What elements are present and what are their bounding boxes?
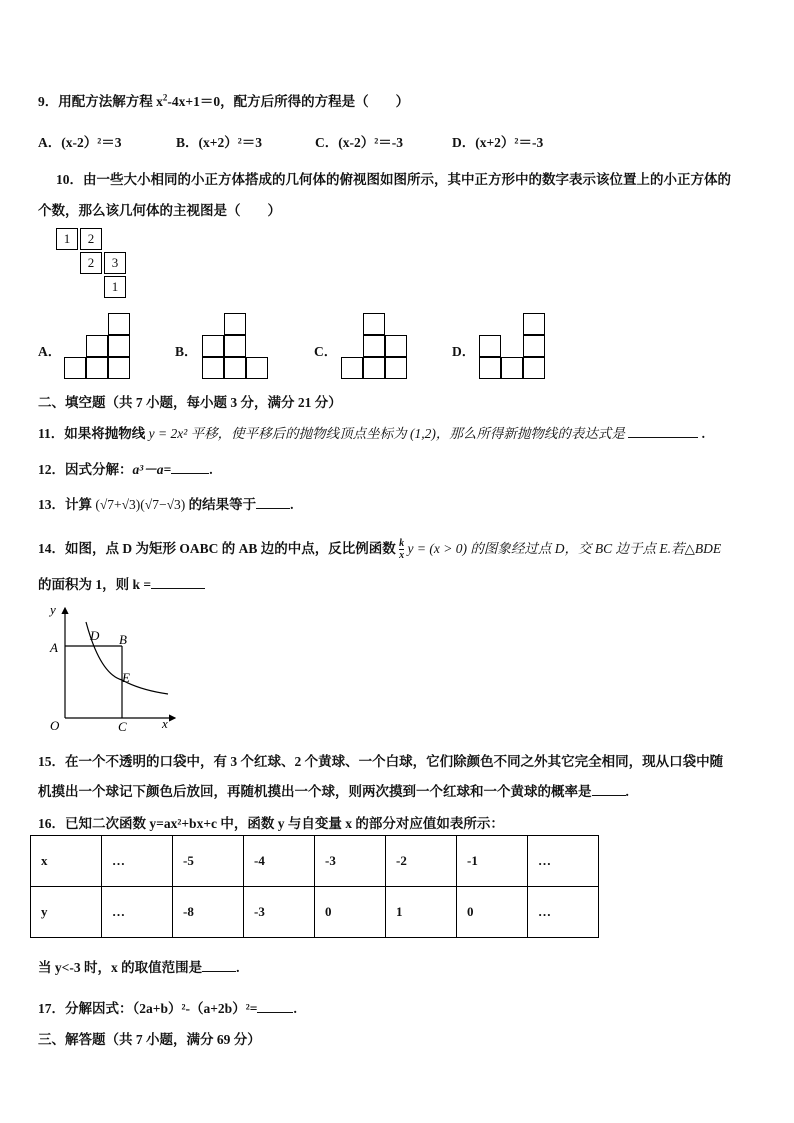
table-cell: -3 [244, 887, 315, 938]
cube-face [341, 357, 363, 379]
cube-face [64, 357, 86, 379]
table-cell: … [528, 887, 599, 938]
table-row [31, 887, 599, 938]
table-cell: … [528, 836, 599, 887]
q9-option-a: A．(x-2）²＝3 [38, 135, 122, 150]
cube-face [385, 357, 407, 379]
q9-option-b: B．(x+2）²＝3 [176, 135, 262, 150]
top-view-cell: 3 [104, 252, 126, 274]
q10-line2: 个数，那么该几何体的主视图是（ ） [38, 203, 281, 218]
q17: 17．分解因式：（2a+b）²-（a+2b）²= . [38, 1001, 297, 1016]
q10-option-a-figure [64, 313, 134, 383]
table-cell: … [102, 836, 173, 887]
q10-option-b-label: B． [175, 344, 198, 359]
table-cell: 0 [315, 887, 386, 938]
top-view-cell: 1 [104, 276, 126, 298]
q10-option-b-figure [202, 313, 272, 383]
answer-blank[interactable] [628, 437, 698, 438]
cube-face [385, 335, 407, 357]
cube-face [224, 335, 246, 357]
q14-figure [40, 600, 180, 736]
cube-face [363, 357, 385, 379]
q10-line1: 10．由一些大小相同的小正方体搭成的几何体的俯视图如图所示，其中正方形中的数字表示该位置上的小正方体的 [56, 172, 731, 187]
table-cell: 0 [457, 887, 528, 938]
section-2-heading: 二、填空题（共 7 小题，每小题 3 分，满分 21 分） [38, 395, 342, 410]
q15-line1: 15．在一个不透明的口袋中，有 3 个红球、2 个黄球、一个白球，它们除颜色不同之外其它完全相同，现从口袋中随 [38, 754, 724, 769]
top-view-cell: 2 [80, 228, 102, 250]
table-row [31, 836, 599, 887]
table-cell: -2 [386, 836, 457, 887]
q14-fraction: $\frac{k}{x}$ [399, 538, 405, 562]
cube-face [523, 357, 545, 379]
q12: 12．因式分解：a³－a= . [38, 462, 213, 477]
q10-option-a-label: A． [38, 344, 62, 359]
cube-face [202, 357, 224, 379]
label-x: x [162, 716, 168, 731]
q16-after: 当 y<-3 时，x 的取值范围是 . [38, 960, 240, 975]
q15-line2: 机摸出一个球记下颜色后放回，再随机摸出一个球，则两次摸到一个红球和一个黄球的概率是 . [38, 784, 629, 799]
table-cell: x [31, 836, 102, 887]
q16-stem: 16．已知二次函数 y=ax²+bx+c 中，函数 y 与自变量 x 的部分对应值如表所示： [38, 816, 504, 831]
q16-table [30, 835, 599, 938]
table-cell: y [31, 887, 102, 938]
cube-face [479, 335, 501, 357]
cube-face [224, 313, 246, 335]
table-cell: -3 [315, 836, 386, 887]
label-o: O [50, 718, 60, 733]
q14-line2: 的面积为 1，则 k = [38, 573, 205, 593]
label-c: C [118, 719, 127, 734]
table-cell: -1 [457, 836, 528, 887]
q10-option-d-label: D． [452, 344, 476, 359]
cube-face [224, 357, 246, 379]
cube-face [479, 357, 501, 379]
q13: 13．计算 (√7+√3)(√7−√3) 的结果等于 . [38, 497, 294, 512]
cube-face [501, 357, 523, 379]
cube-face [363, 335, 385, 357]
cube-face [108, 357, 130, 379]
cube-face [86, 335, 108, 357]
q10-option-d-figure [479, 313, 549, 383]
table-cell: … [102, 887, 173, 938]
answer-blank[interactable] [256, 508, 290, 509]
answer-blank[interactable] [257, 1012, 293, 1013]
answer-blank[interactable] [592, 795, 626, 796]
table-cell: 1 [386, 887, 457, 938]
answer-blank[interactable] [202, 971, 236, 972]
table-cell: -5 [173, 836, 244, 887]
q9-option-c: C．(x-2）²＝-3 [315, 135, 404, 150]
cube-face [86, 357, 108, 379]
label-e: E [122, 670, 130, 685]
cube-face [246, 357, 268, 379]
label-b: B [119, 632, 127, 647]
q14-line1: 14．如图，点 D 为矩形 OABC 的 AB 边的中点，反比例函数 $\frac{k}{x}$ y = (x > 0) 的图象经过点 D，交 BC 边于点 E.若△BDE [38, 538, 722, 562]
table-cell: -4 [244, 836, 315, 887]
q10-option-c-label: C． [314, 344, 338, 359]
cube-face [363, 313, 385, 335]
cube-face [202, 335, 224, 357]
cube-face [523, 313, 545, 335]
label-y: y [50, 602, 56, 617]
q10-top-view [56, 228, 136, 300]
cube-face [523, 335, 545, 357]
q11: 11．如果将抛物线 y = 2x² 平移，使平移后的抛物线顶点坐标为 (1,2)，那么所得新抛物线的表达式是 . [38, 426, 706, 441]
answer-blank[interactable] [171, 473, 209, 474]
label-d: D [90, 628, 100, 643]
top-view-cell: 1 [56, 228, 78, 250]
answer-blank[interactable] [151, 588, 205, 589]
q9-stem: 9．用配方法解方程 $x^2-4x+1=0$，配方后所得的方程是（ ） [38, 92, 410, 109]
section-3-heading: 三、解答题（共 7 小题，满分 69 分） [38, 1032, 261, 1047]
q10-option-c-figure [341, 313, 411, 383]
cube-face [108, 313, 130, 335]
cube-face [108, 335, 130, 357]
table-cell: -8 [173, 887, 244, 938]
q9-option-d: D．(x+2）²＝-3 [452, 135, 544, 150]
label-a: A [50, 640, 58, 655]
top-view-cell: 2 [80, 252, 102, 274]
